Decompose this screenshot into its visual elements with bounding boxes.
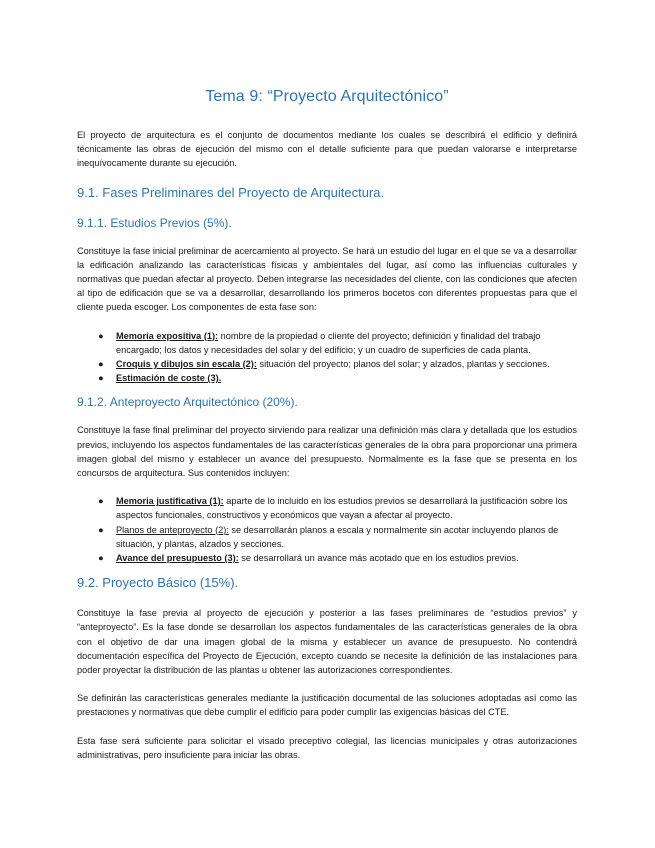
list-item (77, 494, 577, 522)
list-item-term: Croquis y dibujos sin escala (2): (116, 359, 257, 370)
anteproyecto-list (77, 494, 577, 565)
list-item-term: Avance del presupuesto (3): (116, 553, 239, 564)
list-item-text: nombre de la propiedad o cliente del proyecto; definición y finalidad del trabajo encargado; los datos y necesidades del solar y del edificio; y un cuadro de superficies de cada planta. (116, 330, 541, 355)
estudios-previos-list (77, 329, 577, 386)
bullet-icon: ● (98, 496, 104, 507)
list-item (77, 329, 577, 357)
list-item-text: situación del proyecto; planos del solar; y alzados, plantas y secciones. (256, 359, 550, 370)
list-item (77, 371, 577, 385)
list-item-text: aparte de lo incluido en los estudios previos se desarrollará la justificación sobre los aspectos funcionales, constructivos y económicos que vayan a afectar al proyecto. (116, 496, 568, 521)
proyecto-basico-paragraph-1: Constituye la fase previa al proyecto de ejecución y posterior a las fases preliminares de “estudios previos” y “anteproyecto”. Es la fase donde se desarrollan los aspectos fundamentales de las características generales de la obra con el objetivo de dar una imagen global de la misma y establecer un avance de presupuesto. No contendrá documentación específica del Proyecto de Ejecución, excepto cuando se necesite la definición de las instalaciones para poder proyectar la distribución de las plantas u obtener las autorizaciones correspondientes. (77, 608, 577, 676)
bullet-icon: ● (98, 524, 104, 535)
bullet-icon: ● (98, 373, 104, 384)
list-item (77, 551, 577, 565)
intro-paragraph: El proyecto de arquitectura es el conjunto de documentos mediante los cuales se describirá el edificio y definirá técnicamente las obras de ejecución del mismo con el detalle suficiente para que puedan valorarse e interpretarse inequívocamente durante su ejecución. (77, 130, 577, 169)
anteproyecto-paragraph: Constituye la fase final preliminar del proyecto sirviendo para realizar una definición más clara y detallada que los estudios previos, incluyendo los aspectos fundamentales de las características generales de la obra para proporcionar una primera imagen global del mismo y establecer un avance del presupuesto. Normalmente es la fase que se presenta en los concursos de arquitectura. Sus contenidos incluyen: (77, 425, 577, 479)
list-item (77, 523, 577, 551)
proyecto-basico-paragraph-3: Esta fase será suficiente para solicitar el visado preceptivo colegial, las licencias municipales y otras autorizaciones administrativas, pero insuficiente para iniciar las obras. (77, 735, 577, 760)
section-heading-9-1: 9.1. Fases Preliminares del Proyecto de Arquitectura. (77, 184, 385, 200)
bullet-icon: ● (98, 330, 104, 341)
list-item-text: se desarrollarán planos a escala y normalmente sin acotar incluyendo planos de situación, y plantas, alzados y secciones. (116, 524, 559, 549)
bullet-icon: ● (98, 553, 104, 564)
document-content (77, 88, 577, 776)
proyecto-basico-paragraph-2: Se definirán las características generales mediante la justificación documental de las soluciones adoptadas así como las prestaciones y normativas que debe cumplir el edificio para poder cumplir las exigencias básicas del CTE. (77, 693, 577, 718)
list-item (77, 357, 577, 371)
subsection-heading-9-1-1: 9.1.1. Estudios Previos (5%). (77, 215, 232, 230)
list-item-term: Memoria justificativa (1): (116, 496, 224, 507)
list-item-text: se desarrollará un avance más acotado que en los estudios previos. (238, 553, 519, 564)
subsection-heading-9-1-2: 9.1.2. Anteproyecto Arquitectónico (20%). (77, 395, 298, 410)
bullet-icon: ● (98, 359, 104, 370)
list-item-term: Estimación de coste (3). (116, 373, 222, 384)
estudios-previos-paragraph: Constituye la fase inicial preliminar de acercamiento al proyecto. Se hará un estudio del lugar en el que se va a desarrollar la edificación analizando las características físicas y ambientales del lugar, así como las influencias culturales y normativas que puedan afectar al proyecto. Deben integrarse las necesidades del cliente, con las condiciones que afecten al tipo de edificación que se va a desarrollar, desarrollando los primeros bocetos con diferentes propuestas para que el cliente pueda escoger. Los componentes de esta fase son: (77, 245, 577, 313)
list-item-term: Planos de anteproyecto (2): (116, 524, 229, 535)
page-title: Tema 9: “Proyecto Arquitectónico” (205, 88, 449, 105)
list-item-term: Memoria expositiva (1): (116, 330, 219, 341)
section-heading-9-2: 9.2. Proyecto Básico (15%). (77, 575, 239, 591)
